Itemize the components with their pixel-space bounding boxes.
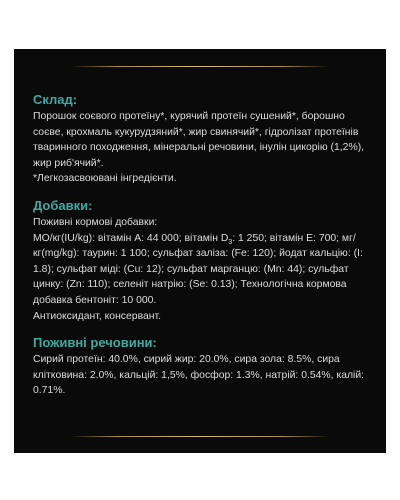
additives-section [33,198,371,324]
additives-text-part-1: МО/кг(IU/kg): вітамін А: 44 000; вітамін D [33,232,229,244]
additives-text-part-2: : 1 250; вітамін Е: 700; мг/кг(mg/kg): таурин: 1 100; сульфат заліза: (Fe: 120); йодат кальцію: (I: 1.8); сульфат міді: (Cu: 12); сульфат марганцю: (Mn: 44); сульфат цинку: (Zn: 110); селеніт натрію: (Se: 0.13); Технологічна кормова добавка бентоніт: 10 000. [33,232,363,306]
vitamin-d-subscript: 3 [228,238,233,246]
composition-section [33,92,371,187]
additives-footer: Антиоксидант, консервант. [33,310,161,322]
composition-note: *Легкозасвоювані інгредієнти. [33,173,177,185]
nutrients-heading: Поживні речовини: [33,335,157,351]
gold-divider-top [70,66,330,67]
nutrients-text: Сирий протеїн: 40.0%, сирий жир: 20.0%, сира зола: 8.5%, сира клітковина: 2.0%, кальцій: 1,5%, фосфор: 1.3%, натрій: 0.54%, калій: 0.71%. [33,354,365,397]
label-content [33,92,371,410]
composition-text: Порошок соєвого протеїну*, курячий протеїн сушений*, борошно соєве, крохмаль кукурудзяний*, жир свинячий*, гідролізат протеїнів тваринного походження, мінеральні речовини, інулін цикорію (1,2%), жир риб'ячий*. [33,111,365,169]
composition-heading: Склад: [33,92,78,107]
additives-intro: Поживні кормові добавки: [33,216,158,228]
additives-text [33,231,371,309]
additives-heading: Добавки: [33,197,93,213]
gold-divider-bottom [70,436,330,437]
nutrients-section [33,335,371,399]
